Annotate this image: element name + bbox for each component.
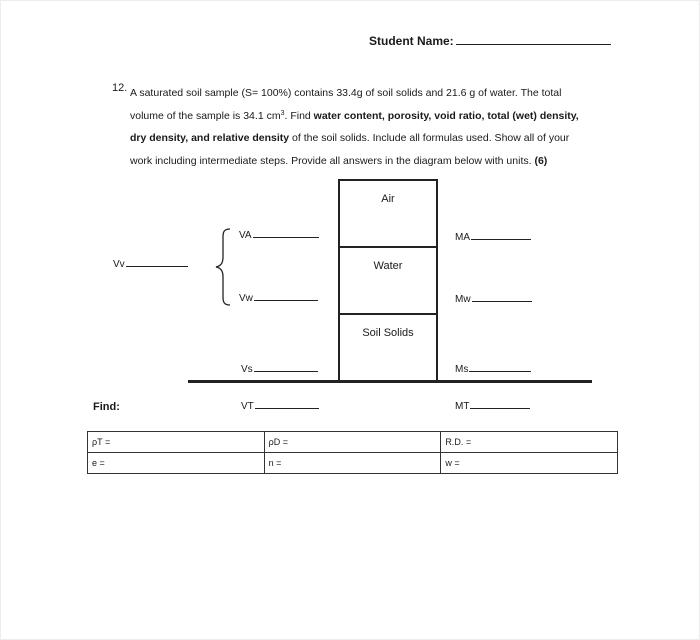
- ma-field: [455, 231, 531, 243]
- question-line-3: dry density, and relative density of the soil solids. Include all formulas used. Show all of your: [130, 132, 570, 144]
- vt-field: [241, 400, 319, 412]
- answer-cell-porosity[interactable]: n =: [264, 453, 441, 474]
- water-label: Water: [373, 260, 403, 272]
- soil-solids-phase-box: [338, 313, 438, 382]
- ma-label: MA: [455, 232, 470, 243]
- student-name-blank[interactable]: [456, 32, 611, 45]
- va-field: [239, 229, 319, 241]
- void-brace-icon: [214, 227, 240, 307]
- answer-cell-dry-density[interactable]: ρD =: [264, 432, 441, 453]
- vw-label: Vw: [239, 293, 253, 304]
- student-name-label: Student Name:: [369, 34, 454, 48]
- mt-blank[interactable]: [470, 400, 530, 409]
- vv-label: Vv: [113, 259, 125, 270]
- student-name-field: [369, 32, 611, 48]
- va-label: VA: [239, 230, 252, 241]
- answer-cell-total-density[interactable]: ρT =: [88, 432, 265, 453]
- vw-blank[interactable]: [254, 292, 318, 301]
- air-label: Air: [381, 193, 395, 205]
- table-row: [88, 432, 618, 453]
- vs-label: Vs: [241, 364, 253, 375]
- question-text: [130, 82, 615, 172]
- question-number: 12.: [112, 82, 128, 94]
- mw-field: [455, 293, 532, 305]
- ms-label: Ms: [455, 364, 469, 375]
- vw-field: [239, 292, 318, 304]
- find-label: Find:: [93, 401, 120, 413]
- table-row: [88, 453, 618, 474]
- vs-field: [241, 363, 318, 375]
- soil-solids-label: Soil Solids: [362, 327, 414, 339]
- question-line-4: work including intermediate steps. Provide all answers in the diagram below with units. (6): [130, 154, 548, 167]
- mt-field: [455, 400, 530, 412]
- water-phase-box: [338, 246, 438, 315]
- vt-label: VT: [241, 401, 254, 412]
- mt-label: MT: [455, 401, 470, 412]
- mw-label: Mw: [455, 294, 471, 305]
- vv-field: [113, 258, 188, 270]
- vv-blank[interactable]: [126, 258, 188, 267]
- answer-cell-relative-density[interactable]: R.D. =: [441, 432, 618, 453]
- question-line-1: A saturated soil sample (S= 100%) contains 33.4g of soil solids and 21.6 g of water. The total: [130, 87, 562, 99]
- air-phase-box: [338, 179, 438, 248]
- answer-table: [87, 431, 618, 474]
- vt-blank[interactable]: [255, 400, 319, 409]
- ground-line: [188, 380, 592, 383]
- vs-blank[interactable]: [254, 363, 318, 372]
- va-blank[interactable]: [253, 229, 319, 238]
- ms-field: [455, 363, 531, 375]
- question-line-2: volume of the sample is 34.1 $cm^3$. Find water content, porosity, void ratio, total (wet) density,: [130, 109, 579, 122]
- answer-cell-water-content[interactable]: w =: [441, 453, 618, 474]
- ma-blank[interactable]: [471, 231, 531, 240]
- answer-cell-void-ratio[interactable]: e =: [88, 453, 265, 474]
- ms-blank[interactable]: [469, 363, 531, 372]
- mw-blank[interactable]: [472, 293, 532, 302]
